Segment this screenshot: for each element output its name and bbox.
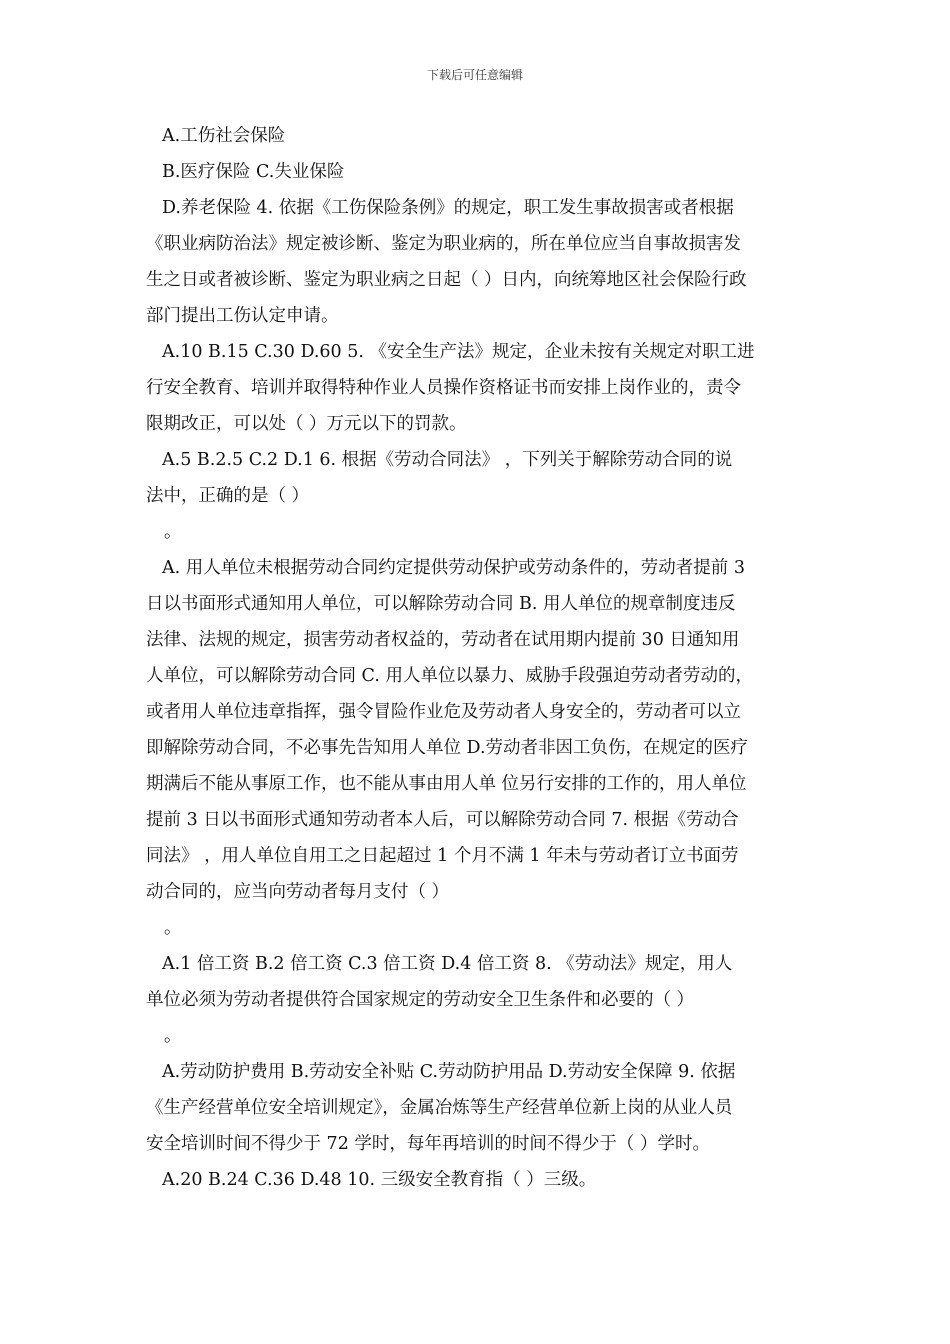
text-line: 或者用人单位违章指挥，强令冒险作业危及劳动者人身安全的，劳动者可以立 — [146, 702, 741, 722]
text-line: A.10 B.15 C.30 D.60 5. 《安全生产法》规定，企业未按有关规定对职工进 — [162, 342, 755, 362]
text-line: A. 用人单位未根据劳动合同约定提供劳动保护或劳动条件的，劳动者提前 3 — [162, 558, 745, 578]
text-line: 。 — [164, 522, 182, 542]
text-line: A.劳动防护费用 B.劳动安全补贴 C.劳动防护用品 D.劳动安全保障 9. 依据 — [162, 1062, 736, 1082]
text-line: 动合同的，应当向劳动者每月支付（ ） — [146, 882, 450, 902]
text-line: 单位必须为劳动者提供符合国家规定的劳动安全卫生条件和必要的（ ） — [146, 990, 695, 1010]
text-line: 人单位，可以解除劳动合同 C. 用人单位以暴力、威胁手段强迫劳动者劳动的， — [146, 666, 753, 686]
document-body — [146, 118, 818, 1198]
text-line: 提前 3 日以书面形式通知劳动者本人后，可以解除劳动合同 7. 根据《劳动合 — [146, 810, 739, 830]
text-line: 《职业病防治法》规定被诊断、鉴定为职业病的，所在单位应当自事故损害发 — [146, 234, 741, 254]
text-line: 安全培训时间不得少于 72 学时，每年再培训的时间不得少于（ ）学时。 — [146, 1134, 710, 1154]
page-header: 下载后可任意编辑 — [426, 68, 523, 82]
text-line: 限期改正，可以处（ ）万元以下的罚款。 — [146, 414, 467, 434]
text-line: A.5 B.2.5 C.2 D.1 6. 根据《劳动合同法》 ，下列关于解除劳动合同的说 — [162, 450, 733, 470]
text-line: 法律、法规的规定，损害劳动者权益的，劳动者在试用期内提前 30 日通知用 — [146, 630, 740, 650]
text-line: 。 — [164, 918, 182, 938]
text-line: 生之日或者被诊断、鉴定为职业病之日起（ ）日内，向统筹地区社会保险行政 — [146, 270, 747, 290]
text-line: 法中，正确的是（ ） — [146, 486, 310, 506]
text-line: 。 — [164, 1026, 182, 1046]
text-line: 期满后不能从事原工作，也不能从事由用人单 位另行安排的工作的，用人单位 — [146, 774, 747, 794]
text-line: 即解除劳动合同，不必事先告知用人单位 D.劳动者非因工负伤，在规定的医疗 — [146, 738, 749, 758]
text-line: A.工伤社会保险 — [162, 126, 286, 146]
text-line: 行安全教育、培训并取得特种作业人员操作资格证书而安排上岗作业的，责令 — [146, 378, 741, 398]
text-line: 《生产经营单位安全培训规定》，金属冶炼等生产经营单位新上岗的从业人员 — [146, 1098, 733, 1118]
text-line: B.医疗保险 C.失业保险 — [162, 162, 345, 182]
text-line: 部门提出工伤认定申请。 — [146, 306, 339, 326]
text-line: A.20 B.24 C.36 D.48 10. 三级安全教育指（ ）三级。 — [162, 1170, 597, 1190]
text-line: 同法》 ，用人单位自用工之日起超过 1 个月不满 1 年未与劳动者订立书面劳 — [146, 846, 739, 866]
text-line: D.养老保险 4. 依据《工伤保险条例》的规定，职工发生事故损害或者根据 — [162, 198, 734, 218]
text-line: 日以书面形式通知用人单位，可以解除劳动合同 B. 用人单位的规章制度违反 — [146, 594, 736, 614]
text-line: A.1 倍工资 B.2 倍工资 C.3 倍工资 D.4 倍工资 8. 《劳动法》规定，用人 — [162, 954, 733, 974]
